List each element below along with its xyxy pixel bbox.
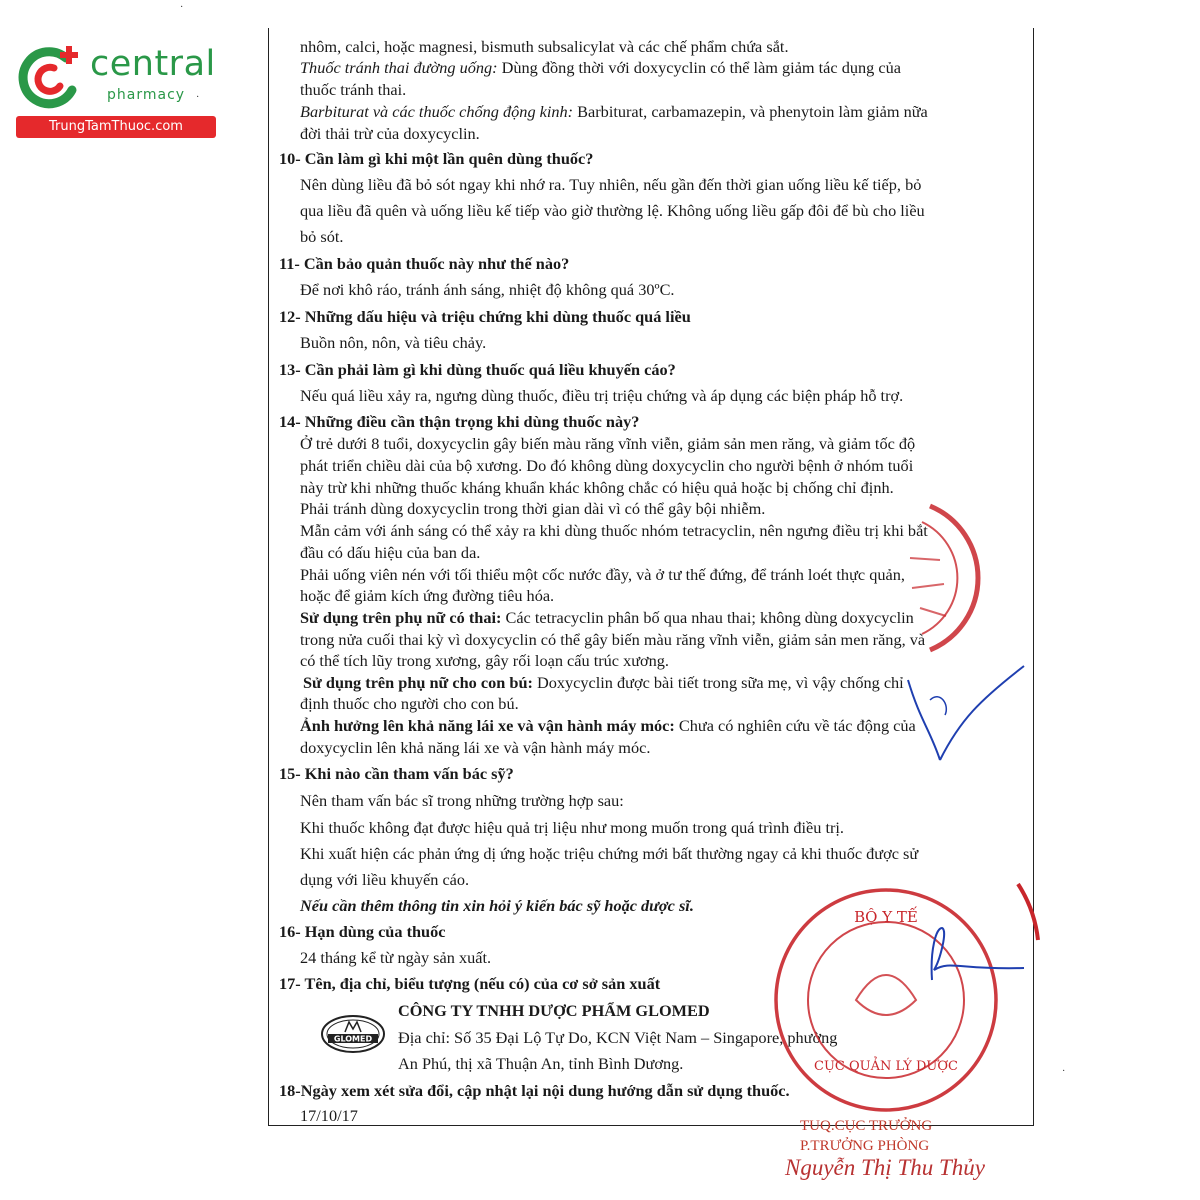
advice-note: Nếu cần thêm thông tin xin hỏi ý kiến bác sỹ hoặc dược sĩ. <box>300 896 694 915</box>
signature-icon <box>920 920 1030 990</box>
partial-stamp-icon <box>900 498 1000 658</box>
line-rest: Doxycyclin được bài tiết trong sữa mẹ, vì vậy chống chỉ <box>532 673 904 692</box>
text-line: này trừ khi những thuốc kháng khuẩn khác không chắc có hiệu quả hoặc bị chống chỉ định. <box>300 478 894 497</box>
scan-speck: · <box>196 92 200 103</box>
revision-date: 17/10/17 <box>300 1106 358 1125</box>
text-line: Nếu quá liều xảy ra, ngưng dùng thuốc, điều trị triệu chứng và áp dụng các biện pháp hỗ trợ. <box>300 386 904 405</box>
text-line: 24 tháng kể từ ngày sản xuất. <box>300 948 492 967</box>
lead-italic: Thuốc tránh thai đường uống: <box>300 58 498 77</box>
scan-speck: · <box>180 2 184 13</box>
approver-title: P.TRƯỞNG PHÒNG <box>800 1138 930 1154</box>
section-15-title: 15- Khi nào cần tham vấn bác sỹ? <box>279 764 514 783</box>
text-line: Nên tham vấn bác sĩ trong những trường hợp sau: <box>300 791 624 810</box>
scan-speck: · <box>1062 1066 1066 1077</box>
central-pharmacy-logo-icon <box>14 42 86 114</box>
text-line <box>300 102 928 122</box>
text-line: phát triển chiều dài của bộ xương. Do đó không dùng doxycyclin cho người bệnh ở nhóm tuổi <box>300 456 914 475</box>
stamp-text-top: BỘ Y TẾ <box>854 908 918 926</box>
text-line <box>300 608 914 628</box>
brand-sub: pharmacy <box>107 87 186 103</box>
manufacturer-address: Địa chỉ: Số 35 Đại Lộ Tự Do, KCN Việt Nam – Singapore, phường <box>398 1028 838 1047</box>
section-12-title: 12- Những dấu hiệu và triệu chứng khi dùng thuốc quá liều <box>279 307 691 326</box>
text-line: đầu có dấu hiệu của ban da. <box>300 543 481 562</box>
section-14-title: 14- Những điều cần thận trọng khi dùng thuốc này? <box>279 412 640 431</box>
manufacturer-address: An Phú, thị xã Thuận An, tỉnh Bình Dương. <box>398 1054 684 1073</box>
text-line: Phải uống viên nén với tối thiểu một cốc nước đầy, và ở tư thế đứng, để tránh loét thực quản, <box>300 565 905 584</box>
lead-bold: Sử dụng trên phụ nữ có thai: <box>300 608 502 627</box>
section-16-title: 16- Hạn dùng của thuốc <box>279 922 446 941</box>
brand-name: central <box>90 44 216 84</box>
section-11-title: 11- Cần bảo quản thuốc này như thế nào? <box>279 254 570 273</box>
section-17-title: 17- Tên, địa chỉ, biểu tượng (nếu có) của cơ sở sản xuất <box>279 974 661 993</box>
text-line <box>300 716 916 736</box>
text-line: Khi xuất hiện các phản ứng dị ứng hoặc triệu chứng mới bất thường ngay cả khi thuốc được sử <box>300 844 919 863</box>
text-line: bỏ sót. <box>300 227 344 246</box>
text-line: Để nơi khô ráo, tránh ánh sáng, nhiệt độ không quá 30ºC. <box>300 280 675 299</box>
brand-site: TrungTamThuoc.com <box>16 116 216 138</box>
text-line: thuốc tránh thai. <box>300 80 407 99</box>
text-line: định thuốc cho người cho con bú. <box>300 694 519 713</box>
line-rest: Chưa có nghiên cứu về tác động của <box>674 716 916 735</box>
approver-title: TUQ.CỤC TRƯỞNG <box>800 1118 933 1134</box>
text-line: doxycyclin lên khả năng lái xe và vận hành máy móc. <box>300 738 651 757</box>
signature-icon <box>900 660 1030 770</box>
glomed-logo-icon <box>320 1014 386 1054</box>
text-line <box>300 58 901 78</box>
ministry-stamp-icon <box>768 880 1048 1130</box>
text-line: Mẫn cảm với ánh sáng có thể xảy ra khi dùng thuốc nhóm tetracyclin, nên ngưng điều trị khi bắt <box>300 521 928 540</box>
text-line: Buồn nôn, nôn, và tiêu chảy. <box>300 333 487 352</box>
text-line: Nên dùng liều đã bỏ sót ngay khi nhớ ra. Tuy nhiên, nếu gần đến thời gian uống liều kế tiếp, bỏ <box>300 175 922 194</box>
text-line: có thể tích lũy trong xương, gây rối loạn cấu trúc xương. <box>300 651 669 670</box>
text-line: Khi thuốc không đạt được hiệu quả trị liệu như mong muốn trong quá trình điều trị. <box>300 818 845 837</box>
lead-bold: Ảnh hưởng lên khả năng lái xe và vận hành máy móc: <box>300 716 675 735</box>
text-line: hoặc để giảm kích ứng đường tiêu hóa. <box>300 586 555 605</box>
signer-name: Nguyễn Thị Thu Thủy <box>785 1155 985 1180</box>
manufacturer-name: CÔNG TY TNHH DƯỢC PHẨM GLOMED <box>398 1001 710 1020</box>
text-line: dụng với liều khuyến cáo. <box>300 870 470 889</box>
section-13-title: 13- Cần phải làm gì khi dùng thuốc quá liều khuyến cáo? <box>279 360 676 379</box>
text-line: Phải tránh dùng doxycyclin trong thời gian dài vì có thể gây bội nhiễm. <box>300 499 766 518</box>
lead-bold: Sử dụng trên phụ nữ cho con bú: <box>303 673 533 692</box>
text-line: đời thải trừ của doxycyclin. <box>300 124 480 143</box>
text-line: qua liều đã quên và uống liều kế tiếp vào giờ thường lệ. Không uống liều gấp đôi để bù cho liều <box>300 201 925 220</box>
section-10-title: 10- Cần làm gì khi một lần quên dùng thuốc? <box>279 149 594 168</box>
line-rest: Dùng đồng thời với doxycyclin có thể làm giảm tác dụng của <box>497 58 901 77</box>
section-18-title: 18-Ngày xem xét sửa đổi, cập nhật lại nội dung hướng dẫn sử dụng thuốc. <box>279 1081 790 1100</box>
lead-italic: Barbiturat và các thuốc chống động kinh: <box>300 102 574 121</box>
text-line <box>303 673 904 693</box>
stamp-text-bottom: CỤC QUẢN LÝ DƯỢC <box>814 1059 958 1074</box>
text-line: trong nửa cuối thai kỳ vì doxycyclin có thể gây biến màu răng vĩnh viễn, giảm sản men răng, và <box>300 630 926 649</box>
line-rest: Các tetracyclin phân bố qua nhau thai; không dùng doxycyclin <box>501 608 914 627</box>
line-rest: Barbiturat, carbamazepin, và phenytoin làm giảm nữa <box>573 102 928 121</box>
text-line: Ở trẻ dưới 8 tuổi, doxycyclin gây biến màu răng vĩnh viễn, giảm sản men răng, và giảm tốc độ <box>300 434 916 453</box>
glomed-logo-text: GLOMED <box>333 1034 373 1044</box>
brand-logo <box>8 36 223 140</box>
text-line: nhôm, calci, hoặc magnesi, bismuth subsalicylat và các chế phẩm chứa sắt. <box>300 37 789 56</box>
